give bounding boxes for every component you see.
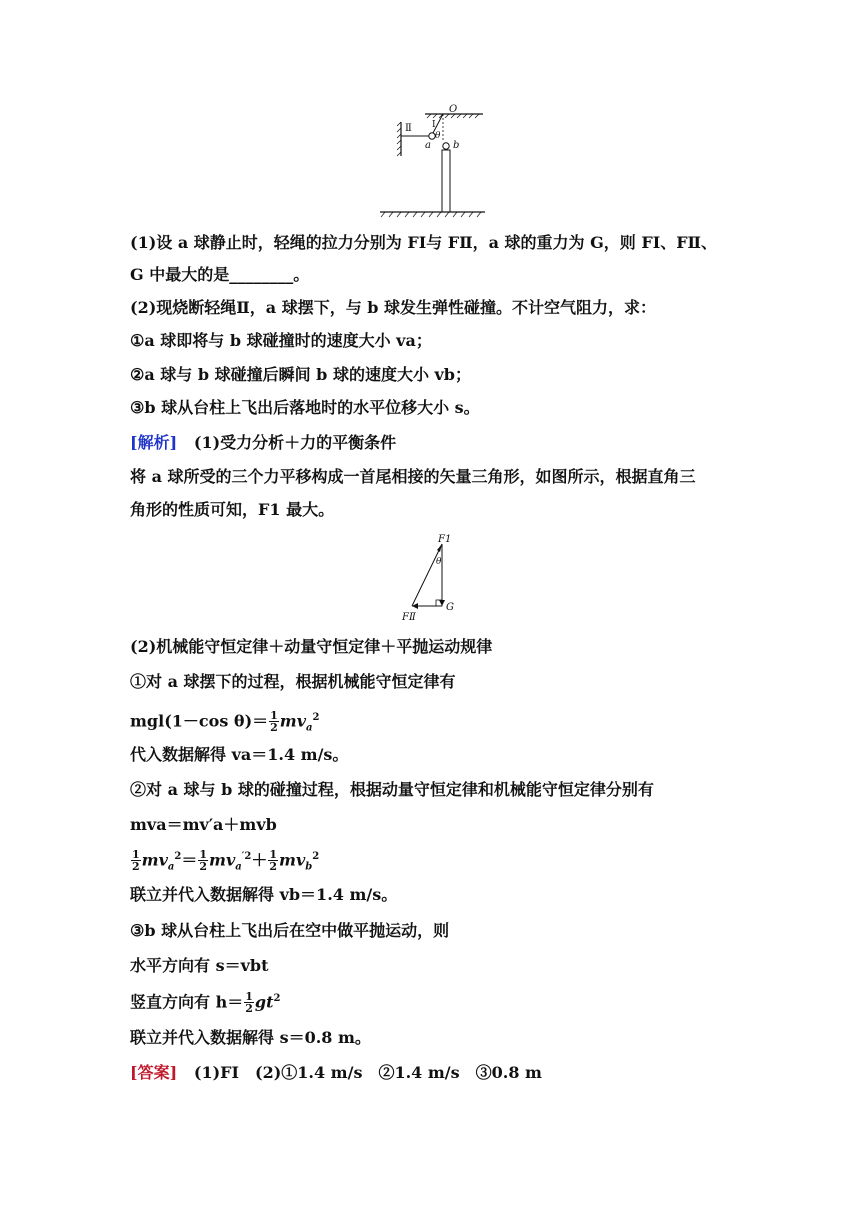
equation-vertical: 竖直方向有 h＝ $\frac{1}{2}$ $gt^2$: [130, 990, 281, 1016]
label-O: O: [449, 104, 458, 115]
analysis-heading: [130, 432, 396, 454]
label-theta-2: θ: [436, 557, 442, 567]
pendulum-diagram: [375, 100, 490, 220]
question-2: (2)现烧断轻绳Ⅱ，a 球摆下，与 b 球发生弹性碰撞。不计空气阻力，求：: [130, 298, 657, 317]
label-G: G: [446, 602, 454, 613]
answer-text: (1)FⅠ (2)①1.4 m/s ②1.4 m/s ③0.8 m: [193, 1063, 542, 1082]
ball-a: [429, 133, 435, 139]
result-1: 代入数据解得 va＝1.4 m/s。: [130, 745, 349, 764]
result-3: 联立并代入数据解得 s＝0.8 m。: [130, 1028, 371, 1047]
label-F2: FⅡ: [402, 612, 416, 623]
label-a: a: [425, 140, 431, 151]
step-3: ③b 球从台柱上飞出后在空中做平抛运动，则: [130, 921, 450, 940]
answer-tag: [答案]: [130, 1063, 178, 1082]
label-F1: F1: [438, 534, 452, 545]
analysis-tag: [解析]: [130, 433, 178, 452]
force-triangle-diagram: [398, 532, 468, 624]
label-b: b: [453, 140, 460, 151]
analysis-part-1-text-2: 角形的性质可知，F1 最大。: [130, 500, 335, 519]
analysis-part-1-title: (1)受力分析＋力的平衡条件: [193, 433, 397, 452]
question-1-line-1: (1)设 a 球静止时，轻绳的拉力分别为 FⅠ与 FⅡ，a 球的重力为 G，则 FⅠ、FⅡ、: [130, 233, 718, 252]
analysis-part-2-title: (2)机械能守恒定律＋动量守恒定律＋平抛运动规律: [130, 637, 493, 656]
label-theta: θ: [435, 131, 441, 141]
question-1-line-2: G 中最大的是________。: [130, 265, 310, 284]
sub-question-1: ①a 球即将与 b 球碰撞时的速度大小 va；: [130, 331, 432, 350]
label-rope-1: Ⅰ: [432, 120, 436, 130]
pillar: [442, 150, 450, 212]
label-rope-2: Ⅱ: [405, 123, 412, 134]
sub-question-3: ③b 球从台柱上飞出后落地时的水平位移大小 s。: [130, 398, 480, 417]
result-2: 联立并代入数据解得 vb＝1.4 m/s。: [130, 885, 398, 904]
step-1: ①对 a 球摆下的过程，根据机械能守恒定律有: [130, 672, 456, 691]
step-2: ②对 a 球与 b 球的碰撞过程，根据动量守恒定律和机械能守恒定律分别有: [130, 780, 654, 799]
equation-horizontal: 水平方向有 s＝vbt: [130, 956, 269, 975]
answer-line: [130, 1062, 542, 1084]
analysis-part-1-text-1: 将 a 球所受的三个力平移构成一首尾相接的矢量三角形，如图所示，根据直角三: [130, 467, 696, 486]
sub-question-2: ②a 球与 b 球碰撞后瞬间 b 球的速度大小 vb；: [130, 365, 471, 384]
ball-b: [443, 143, 449, 149]
equation-3: $\frac{1}{2}$ $mv_a^2=$ $\frac{1}{2}$ $mv_a^{'2}+$ $\frac{1}{2}$ $mv_b^2$: [132, 848, 320, 874]
equation-2: mva＝mv′a＋mvb: [130, 815, 277, 834]
equation-1: mgl(1－cos θ)＝ $\frac{1}{2}$ $mv_a^2$: [130, 709, 320, 735]
